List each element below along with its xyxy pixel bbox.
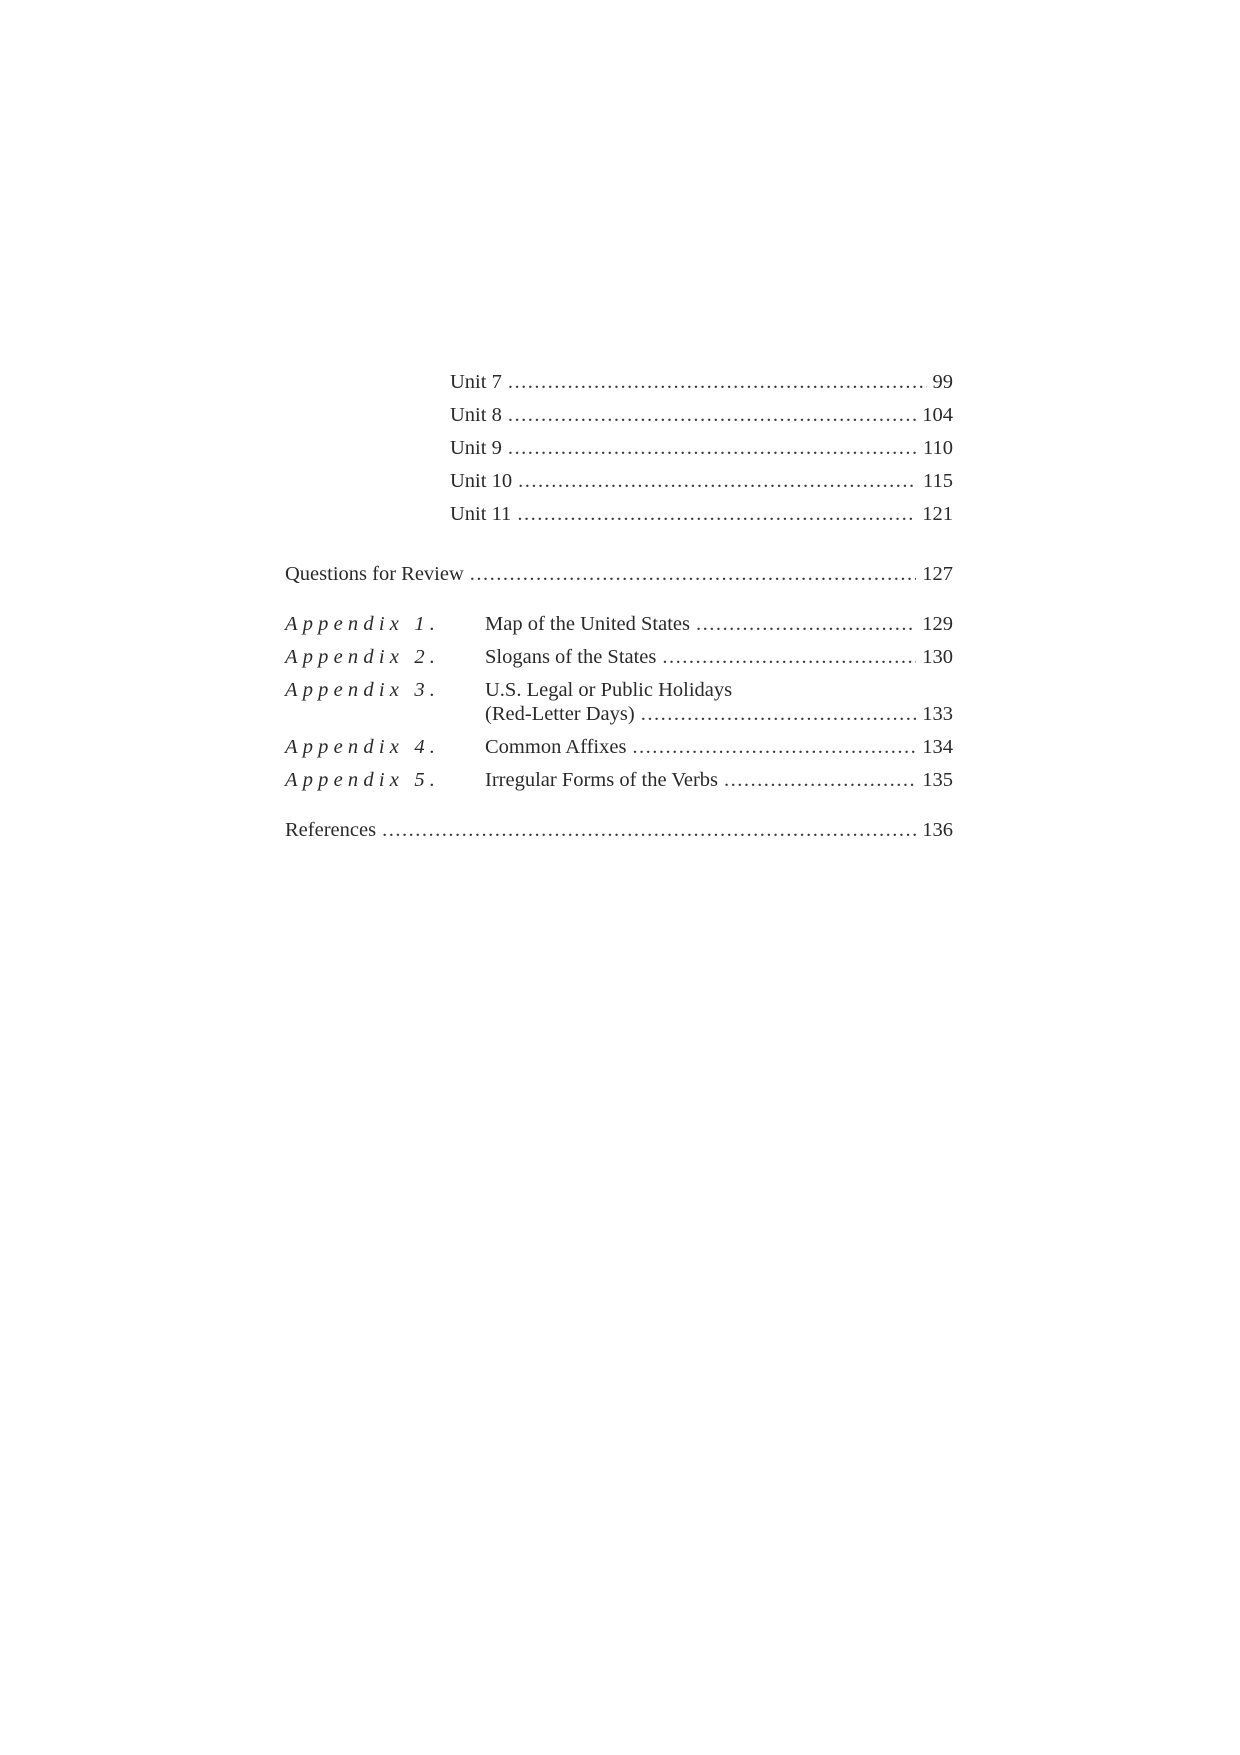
toc-entry-appendix-5[interactable] [285, 768, 953, 794]
toc-entry-questions-for-review[interactable] [285, 562, 953, 588]
appendix-tag: Appendix 4. [285, 736, 441, 758]
toc-entry-label: Map of the United States [485, 613, 690, 635]
toc-entry-page: 104 [922, 404, 953, 426]
toc-entry-unit-9[interactable] [450, 436, 953, 462]
toc-entry-page: 130 [922, 646, 953, 668]
appendix-tag: Appendix 1. [285, 613, 441, 635]
toc-entry-page: 133 [922, 703, 953, 725]
toc-entry-unit-8[interactable] [450, 403, 953, 429]
toc-entry-page: 129 [922, 613, 953, 635]
toc-entry-appendix-3[interactable] [485, 702, 953, 728]
toc-entry-page: 127 [922, 563, 953, 585]
toc-entry-label: Unit 10 [450, 470, 513, 492]
toc-entry-label: Slogans of the States [485, 646, 657, 668]
toc-entry-label: Irregular Forms of the Verbs [485, 769, 719, 791]
toc-entry-appendix-1[interactable] [285, 612, 953, 638]
toc-entry-page: 136 [922, 819, 953, 841]
leader-dots [508, 403, 916, 427]
toc-entry-page: 121 [922, 503, 953, 525]
leader-dots [508, 370, 927, 394]
toc-entry-label: Unit 7 [450, 371, 502, 393]
toc-entry-page: 135 [922, 769, 953, 791]
toc-entry-unit-7[interactable] [450, 370, 953, 396]
toc-entry-appendix-4[interactable] [285, 735, 953, 761]
toc-entry-label: Questions for Review [285, 563, 464, 585]
toc-entry-page: 115 [923, 470, 953, 492]
toc-entry-appendix-3-first-line[interactable] [285, 678, 732, 704]
table-of-contents [285, 0, 953, 1755]
appendix-tag: Appendix 2. [285, 646, 441, 668]
leader-dots [382, 818, 916, 842]
toc-entry-label-continued: (Red-Letter Days) [485, 703, 635, 725]
toc-entry-label: Unit 11 [450, 503, 512, 525]
leader-dots [518, 469, 917, 493]
leader-dots [517, 502, 916, 526]
toc-entry-unit-11[interactable] [450, 502, 953, 528]
leader-dots [724, 768, 916, 792]
appendix-tag: Appendix 5. [285, 769, 441, 791]
toc-entry-unit-10[interactable] [450, 469, 953, 495]
toc-entry-label: References [285, 819, 377, 841]
toc-entry-label: Unit 8 [450, 404, 502, 426]
toc-entry-page: 134 [922, 736, 953, 758]
leader-dots [508, 436, 917, 460]
toc-entry-page: 110 [923, 437, 953, 459]
toc-entry-page: 99 [932, 371, 953, 393]
toc-entry-label: Unit 9 [450, 437, 502, 459]
leader-dots [470, 562, 916, 586]
leader-dots [696, 612, 916, 636]
appendix-tag: Appendix 3. [285, 679, 441, 701]
toc-entry-label: Common Affixes [485, 736, 627, 758]
leader-dots [632, 735, 916, 759]
leader-dots [662, 645, 916, 669]
toc-entry-label: U.S. Legal or Public Holidays [485, 679, 733, 701]
toc-entry-appendix-2[interactable] [285, 645, 953, 671]
toc-entry-references[interactable] [285, 818, 953, 844]
leader-dots [641, 702, 917, 726]
